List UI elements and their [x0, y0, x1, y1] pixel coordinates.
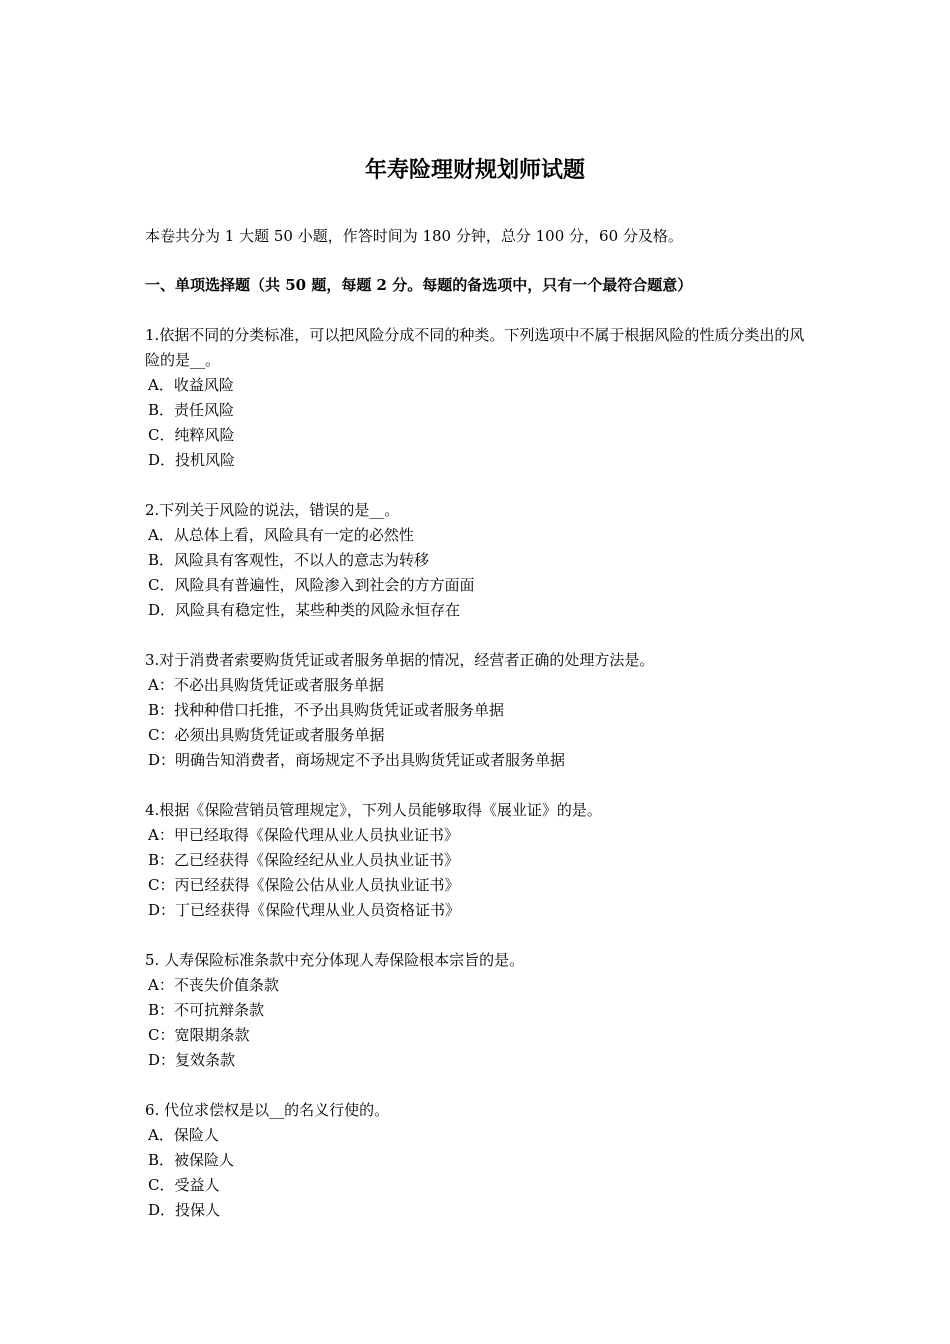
- option-b: B．被保险人: [148, 1151, 235, 1169]
- question-3: [145, 648, 815, 773]
- question-stem: 4.根据《保险营销员管理规定》，下列人员能够取得《展业证》的是。: [145, 801, 602, 819]
- option-b: B：找种种借口托推，不予出具购货凭证或者服务单据: [148, 701, 505, 719]
- document-title: 年寿险理财规划师试题: [364, 157, 585, 183]
- question-stem: 6. 代位求偿权是以__的名义行使的。: [145, 1101, 390, 1119]
- option-c: C：丙已经获得《保险公估从业人员执业证书》: [148, 876, 460, 894]
- option-d: D．投机风险: [148, 451, 236, 469]
- exam-intro: 本卷共分为 1 大题 50 小题，作答时间为 180 分钟，总分 100 分，60 分及格。: [145, 227, 683, 245]
- section-heading: 一、单项选择题（共 50 题，每题 2 分。每题的备选项中，只有一个最符合题意）: [145, 276, 693, 294]
- option-b: B．风险具有客观性，不以人的意志为转移: [148, 551, 430, 569]
- option-a: A．保险人: [148, 1126, 219, 1144]
- question-stem: 5. 人寿保险标准条款中充分体现人寿保险根本宗旨的是。: [145, 951, 525, 969]
- option-c: C．受益人: [148, 1176, 220, 1194]
- question-5: [145, 948, 815, 1073]
- question-2: [145, 498, 815, 623]
- option-a: A：不丧失价值条款: [148, 976, 279, 994]
- option-d: D．投保人: [148, 1201, 221, 1219]
- option-a: A．从总体上看，风险具有一定的必然性: [148, 526, 414, 544]
- option-c: C．风险具有普遍性，风险渗入到社会的方方面面: [148, 576, 475, 594]
- question-stem: 3.对于消费者索要购货凭证或者服务单据的情况，经营者正确的处理方法是。: [145, 651, 655, 669]
- option-d: D：明确告知消费者，商场规定不予出具购货凭证或者服务单据: [148, 751, 566, 769]
- option-d: D．风险具有稳定性，某些种类的风险永恒存在: [148, 601, 461, 619]
- option-a: A：甲已经取得《保险代理从业人员执业证书》: [148, 826, 459, 844]
- question-6: [145, 1098, 815, 1223]
- option-b: B．责任风险: [148, 401, 235, 419]
- option-c: C：必须出具购货凭证或者服务单据: [148, 726, 385, 744]
- option-d: D：复效条款: [148, 1051, 236, 1069]
- option-c: C．纯粹风险: [148, 426, 235, 444]
- question-4: [145, 798, 815, 923]
- option-a: A．收益风险: [148, 376, 234, 394]
- question-stem: 2.下列关于风险的说法，错误的是__。: [145, 501, 400, 519]
- option-c: C：宽限期条款: [148, 1026, 250, 1044]
- question-list: [145, 323, 815, 1248]
- question-stem: 1.依据不同的分类标准，可以把风险分成不同的种类。下列选项中不属于根据风险的性质分类出的风险的是__。: [145, 326, 805, 369]
- option-b: B：乙已经获得《保险经纪从业人员执业证书》: [148, 851, 460, 869]
- question-1: [145, 323, 815, 473]
- option-a: A：不必出具购货凭证或者服务单据: [148, 676, 384, 694]
- option-b: B：不可抗辩条款: [148, 1001, 265, 1019]
- option-d: D：丁已经获得《保险代理从业人员资格证书》: [148, 901, 461, 919]
